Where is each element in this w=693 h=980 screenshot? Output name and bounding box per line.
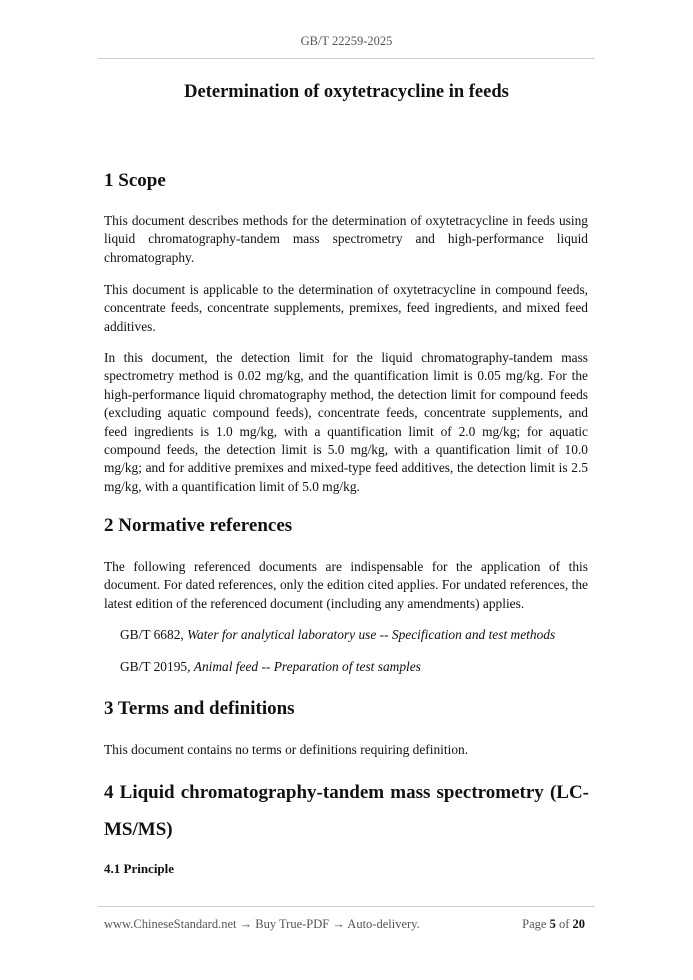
page-total: 20	[572, 917, 585, 931]
normative-reference-item	[120, 659, 421, 675]
of-label: of	[558, 917, 570, 931]
scope-paragraph-3: In this document, the detection limit for the liquid chromatography-tandem mass spectrometry method is 0.02 mg/kg, and the quantification limit is 0.05 mg/kg. For the high-performance liquid chromatography method, the detection limit for compound feeds (excluding aquatic compound feeds), concentrate feeds, concentrate supplements, and feed ingredients is 1.0 mg/kg, with a quantification limit of 2.0 mg/kg; for aquatic compound feeds, the detection limit is 5.0 mg/kg, with a quantification limit of 10.0 mg/kg; and for additive premixes and mixed-type feed additives, the detection limit is 2.5 mg/kg, with a quantification limit of 5.0 mg/kg.	[104, 350, 588, 494]
reference-title: Water for analytical laboratory use -- Specification and test methods	[187, 627, 556, 642]
subsection-heading-principle: 4.1 Principle	[104, 861, 175, 876]
footer-divider	[98, 906, 595, 907]
section-heading-terms: 3 Terms and definitions	[104, 698, 295, 719]
section-heading-lcms: 4 Liquid chromatography-tandem mass spectrometry (LC-MS/MS)	[104, 782, 589, 840]
page-number: 5	[549, 917, 556, 931]
normative-reference-item	[120, 627, 555, 643]
document-title: Determination of oxytetracycline in feeds	[184, 82, 509, 102]
footer-website-link[interactable]: www.ChineseStandard.net → Buy True-PDF → Auto-delivery.	[104, 917, 420, 931]
page-indicator	[522, 917, 585, 932]
scope-paragraph-2: This document is applicable to the determination of oxytetracycline in compound feeds, concentrate feeds, concentrate supplements, premixes, feed ingredients, and mixed feed additives.	[104, 282, 588, 334]
reference-code: GB/T 6682,	[120, 627, 188, 642]
header-standard-code: GB/T 22259-2025	[300, 34, 393, 48]
section-heading-scope: 1 Scope	[104, 170, 166, 191]
terms-paragraph: This document contains no terms or definitions requiring definition.	[104, 742, 469, 757]
reference-title: Animal feed -- Preparation of test samples	[193, 659, 421, 674]
page-label: Page	[522, 917, 547, 931]
section-heading-normative-references: 2 Normative references	[104, 515, 293, 536]
reference-code: GB/T 20195,	[120, 659, 194, 674]
normative-paragraph: The following referenced documents are indispensable for the application of this document. For dated references, only the edition cited applies. For undated references, the latest edition of the referenced document (including any amendments) applies.	[104, 559, 588, 611]
header-divider	[98, 58, 595, 59]
scope-paragraph-1: This document describes methods for the determination of oxytetracycline in feeds using liquid chromatography-tandem mass spectrometry and high-performance liquid chromatography.	[104, 213, 588, 265]
